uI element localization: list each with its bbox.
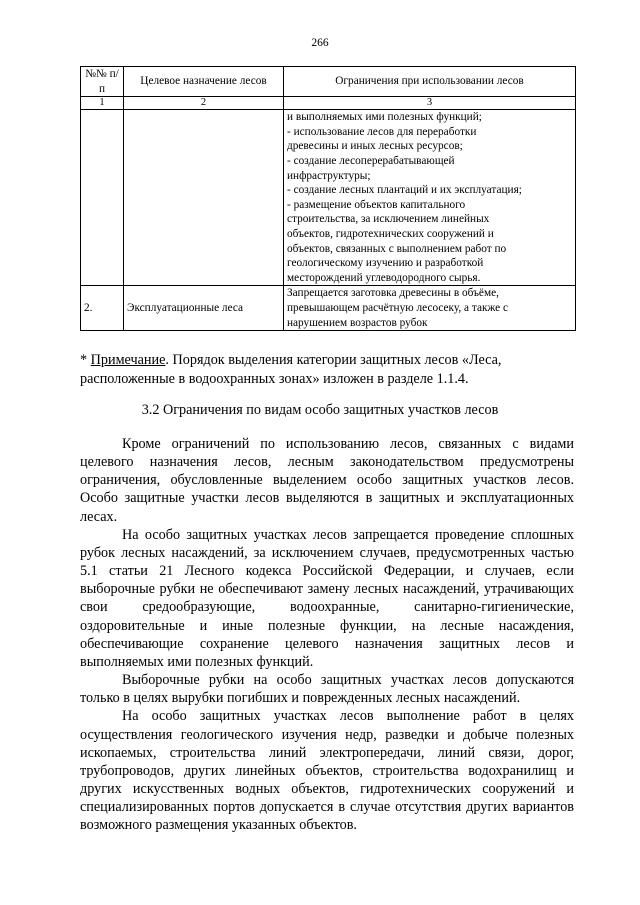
restriction-line: древесины и иных лесных ресурсов; [287, 140, 463, 153]
note-label: Примечание [90, 352, 166, 368]
header-purpose: Целевое назначение лесов [124, 67, 284, 97]
column-number: 1 [81, 97, 124, 110]
table-header-row [81, 67, 576, 97]
paragraph: Выборочные рубки на особо защитных участках лесов допускаются только в целях вырубки погибших и поврежденных лесных насаждений. [80, 672, 574, 707]
paragraph: Кроме ограничений по использованию лесов, связанных с видами целевого назначения лесов, лесным законодательством предусмотрены ограничения, обусловленные выделением особо защитных участков лесов. Особо защитные участки лесов выделяются в защитных и эксплуатационных лесах. [80, 436, 574, 525]
table-row [81, 286, 576, 331]
restriction-line: объектов, гидротехнических сооружений и [287, 227, 494, 240]
restriction-line: объектов, связанных с выполнением работ по [287, 242, 507, 255]
restriction-line: - использование лесов для переработки [287, 125, 477, 138]
restriction-line: месторождений углеводородного сырья. [287, 271, 481, 284]
restriction-line: - создание лесных плантаций и их эксплуатация; [287, 184, 522, 197]
table-row [81, 110, 576, 286]
row-purpose [124, 110, 284, 286]
page-number: 266 [311, 37, 329, 49]
note-star: * [80, 352, 91, 368]
restriction-line: геологическому изучению и разработкой [287, 257, 484, 270]
row-restrictions [284, 286, 576, 331]
header-number: №№ п/п [81, 67, 124, 97]
paragraph: На особо защитных участках лесов выполнение работ в целях осуществления геологического изучения недр, разведки и добыче полезных ископаемых, строительства линий электропередачи, линий связи, дорог, трубопроводов, других линейных объектов, строительства водохранилищ и других искусственных водных объектов, гидротехнических сооружений и специализированных портов допускается в случае отсутствия других вариантов возможного размещения указанных объектов. [80, 708, 574, 834]
row-number [81, 110, 124, 286]
restriction-line: и выполняемых ими полезных функций; [287, 111, 482, 124]
note-text: . Порядок выделения категории защитных лесов «Леса, расположенные в водоохранных зонах» изложен в разделе 1.1.4. [80, 352, 502, 387]
column-number-row [81, 97, 576, 110]
column-number: 2 [124, 97, 284, 110]
note [80, 351, 576, 389]
column-number: 3 [284, 97, 576, 110]
restriction-line: нарушением возрастов рубок [287, 316, 428, 329]
restriction-line: - создание лесоперерабатывающей [287, 154, 455, 167]
row-number: 2. [81, 286, 124, 331]
body-text [80, 435, 574, 834]
restriction-line: строительства, за исключением линейных [287, 213, 490, 226]
header-restrictions: Ограничения при использовании лесов [284, 67, 576, 97]
paragraph: На особо защитных участках лесов запрещается проведение сплошных рубок лесных насаждений, за исключением случаев, предусмотренных частью 5.1 статьи 21 Лесного кодекса Российской Федерации, и случаев, если выборочные рубки не обеспечивают замену лесных насаждений, утрачивающих свои средообразующие, водоохранные, санитарно-гигиенические, оздоровительные и иные полезные функции, на лесные насаждения, обеспечивающие сохранение целевого назначения защитных лесов и выполняемых ими полезных функций. [80, 526, 574, 670]
restrictions-table [80, 66, 576, 331]
section-heading: 3.2 Ограничения по видам особо защитных участков лесов [141, 402, 499, 418]
restriction-line: инфраструктуры; [287, 169, 371, 182]
restriction-line: - размещение объектов капитального [287, 198, 466, 211]
row-purpose: Эксплуатационные леса [124, 286, 284, 331]
restriction-line: Запрещается заготовка древесины в объёме, [287, 287, 499, 300]
restriction-line: превышающем расчётную лесосеку, а также с [287, 301, 508, 314]
row-restrictions [284, 110, 576, 286]
